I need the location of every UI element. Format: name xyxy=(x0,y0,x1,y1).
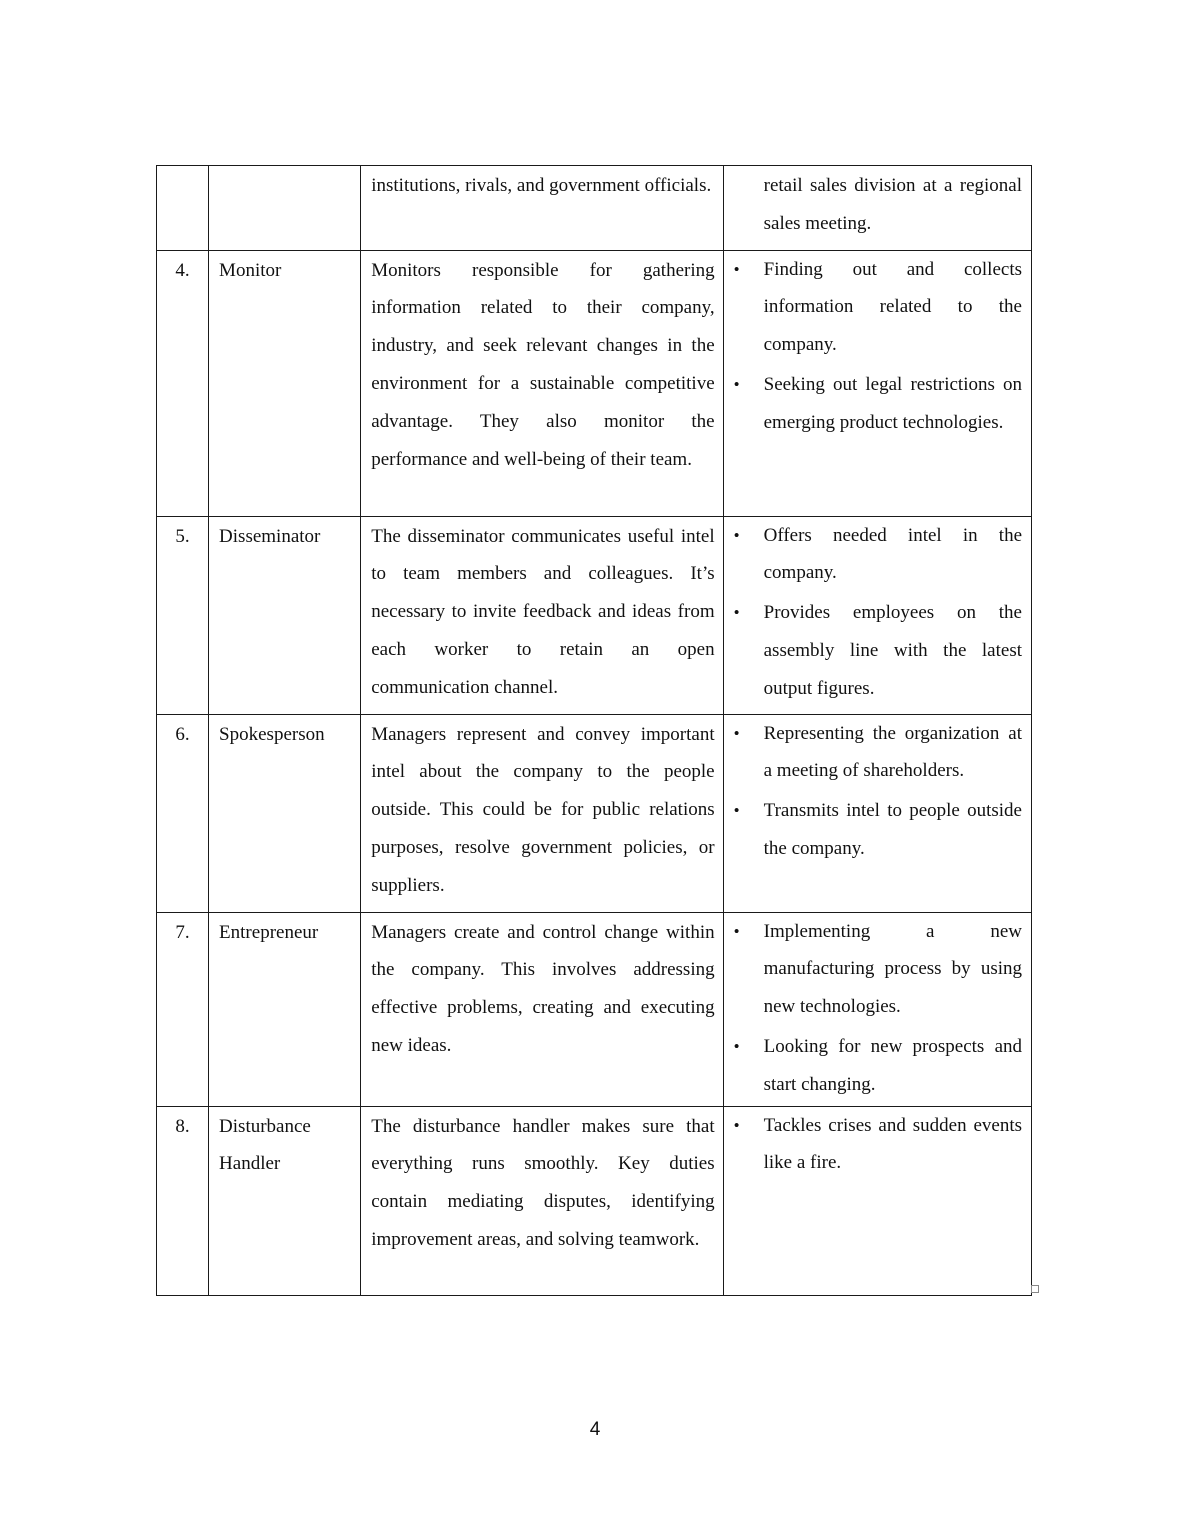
page-number: 4 xyxy=(589,1419,601,1440)
table-row xyxy=(157,250,1032,516)
roles-table xyxy=(156,165,1032,1296)
list-item: • Representing the organization at a meeting of shareholders. xyxy=(728,715,1022,791)
bullet-icon: • xyxy=(733,525,740,545)
list-item: • Seeking out legal restrictions on emerging product technologies. xyxy=(728,366,1022,442)
bullet-icon: • xyxy=(733,801,740,821)
bullet-icon: • xyxy=(733,723,740,743)
examples-list xyxy=(728,1107,1022,1183)
description-cell: Monitors responsible for gathering information related to their company, industry, and seek relevant changes in the environment for a sustainable competitive advantage. They also monitor the performance and well-being of their team. xyxy=(361,250,723,516)
row-number-cell: 4. xyxy=(157,250,209,516)
description-cell: The disseminator communicates useful intel to team members and colleagues. It’s necessary to invite feedback and ideas from each worker to retain an open communication channel. xyxy=(361,516,723,714)
role-cell: Spokesperson xyxy=(209,714,361,912)
list-item: • Implementing a new manufacturing process by using new technologies. xyxy=(728,913,1022,1026)
role-cell xyxy=(209,166,361,251)
table-row xyxy=(157,1106,1032,1295)
bullet-icon: • xyxy=(733,1036,740,1056)
examples-text: retail sales division at a regional sales meeting. xyxy=(763,175,1022,234)
examples-cell xyxy=(723,250,1031,516)
list-item: • Looking for new prospects and start changing. xyxy=(728,1028,1022,1104)
role-cell: Monitor xyxy=(209,250,361,516)
list-item: • Provides employees on the assembly line with the latest output figures. xyxy=(728,594,1022,707)
table-row xyxy=(157,912,1032,1106)
bullet-icon: • xyxy=(733,921,740,941)
row-number-cell xyxy=(157,166,209,251)
row-number-cell: 8. xyxy=(157,1106,209,1295)
examples-cell xyxy=(723,516,1031,714)
role-cell: Disturbance Handler xyxy=(209,1106,361,1295)
examples-cell xyxy=(723,166,1031,251)
role-cell: Disseminator xyxy=(209,516,361,714)
examples-list xyxy=(728,715,1022,868)
bullet-icon: • xyxy=(733,603,740,623)
row-number-cell: 5. xyxy=(157,516,209,714)
examples-list xyxy=(728,913,1022,1104)
row-number-cell: 7. xyxy=(157,912,209,1106)
examples-cell xyxy=(723,1106,1031,1295)
description-cell: Managers create and control change within the company. This involves addressing effective problems, creating and executing new ideas. xyxy=(361,912,723,1106)
list-item: • Tackles crises and sudden events like a fire. xyxy=(728,1107,1022,1183)
table-row xyxy=(157,166,1032,251)
examples-list xyxy=(728,251,1022,442)
description-cell: The disturbance handler makes sure that everything runs smoothly. Key duties contain mediating disputes, identifying improvement areas, and solving teamwork. xyxy=(361,1106,723,1295)
bullet-icon: • xyxy=(733,374,740,394)
bullet-icon: • xyxy=(733,1115,740,1135)
bullet-icon: • xyxy=(733,259,740,279)
table-resize-handle[interactable] xyxy=(1031,1285,1039,1293)
description-cell: institutions, rivals, and government officials. xyxy=(361,166,723,251)
examples-list xyxy=(728,517,1022,708)
list-item: • Finding out and collects information related to the company. xyxy=(728,251,1022,364)
table-row xyxy=(157,516,1032,714)
list-item: • Offers needed intel in the company. xyxy=(728,517,1022,593)
role-cell: Entrepreneur xyxy=(209,912,361,1106)
table-row xyxy=(157,714,1032,912)
examples-cell xyxy=(723,714,1031,912)
description-cell: Managers represent and convey important intel about the company to the people outside. This could be for public relations purposes, resolve government policies, or suppliers. xyxy=(361,714,723,912)
list-item: • Transmits intel to people outside the company. xyxy=(728,792,1022,868)
row-number-cell: 6. xyxy=(157,714,209,912)
examples-cell xyxy=(723,912,1031,1106)
